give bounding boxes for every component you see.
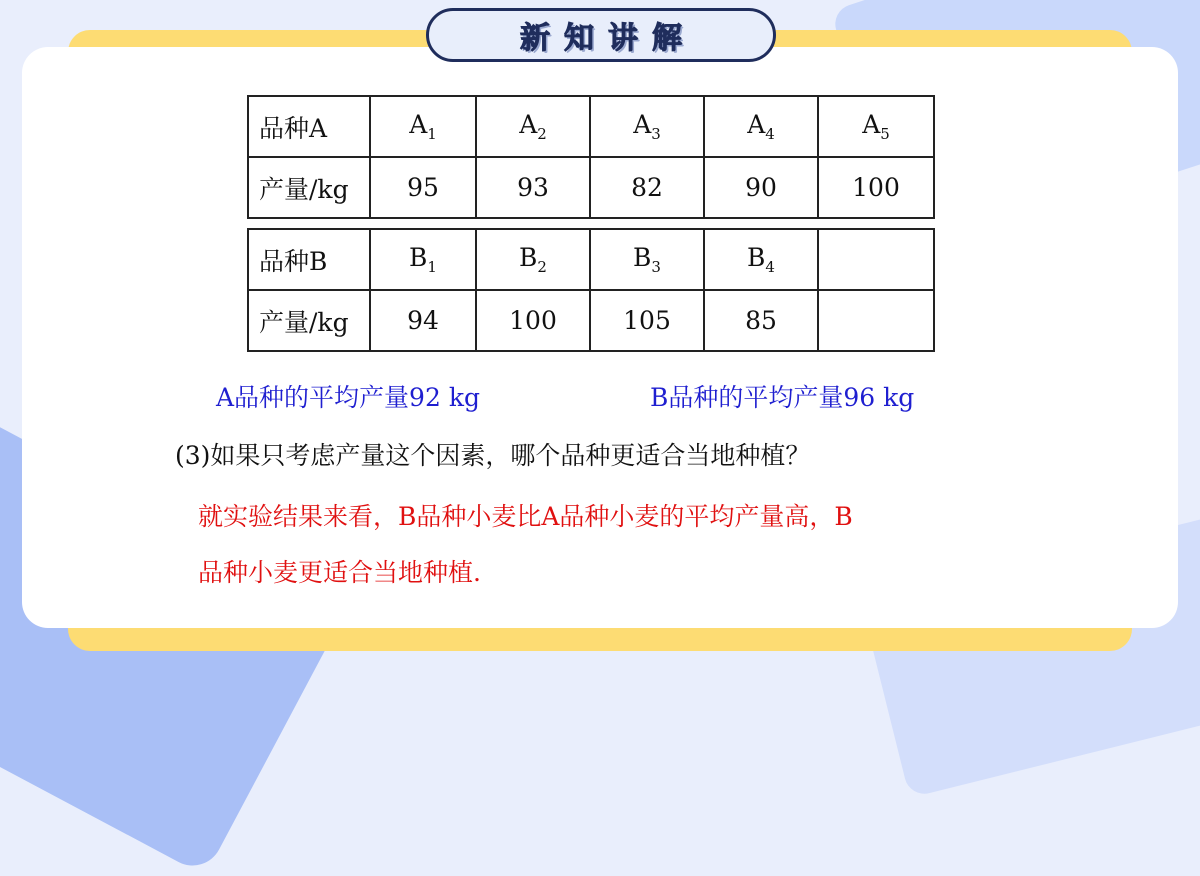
table-row xyxy=(248,290,934,351)
table-cell: $B_1$ xyxy=(370,229,476,290)
table-cell xyxy=(818,290,934,351)
table-cell: 100 xyxy=(476,290,590,351)
table-cell: $A_2$ xyxy=(476,96,590,157)
table-cell: 100 xyxy=(818,157,934,218)
table-cell: 93 xyxy=(476,157,590,218)
question-text: (3)如果只考虑产量这个因素，哪个品种更适合当地种植？ xyxy=(175,441,811,470)
table-cell: 82 xyxy=(590,157,704,218)
table-row xyxy=(248,157,934,218)
table-cell: $B_2$ xyxy=(476,229,590,290)
answer-line-2: 品种小麦更适合当地种植. xyxy=(198,558,481,587)
table-cell: 90 xyxy=(704,157,818,218)
table-cell: 105 xyxy=(590,290,704,351)
table-row xyxy=(248,229,934,290)
row-header: 产量/kg xyxy=(248,290,370,351)
variety-a-table xyxy=(247,95,935,219)
page-title: 新知讲解 xyxy=(520,21,696,56)
table-cell: $A_5$ xyxy=(818,96,934,157)
table-cell: 95 xyxy=(370,157,476,218)
table-cell: 94 xyxy=(370,290,476,351)
average-b-text: B品种的平均产量96 kg xyxy=(650,383,915,412)
table-cell: 85 xyxy=(704,290,818,351)
table-cell: $B_4$ xyxy=(704,229,818,290)
row-header: 品种A xyxy=(248,96,370,157)
table-cell xyxy=(818,229,934,290)
table-cell: $A_1$ xyxy=(370,96,476,157)
average-a-text: A品种的平均产量92 kg xyxy=(216,383,480,412)
row-header: 产量/kg xyxy=(248,157,370,218)
row-header: 品种B xyxy=(248,229,370,290)
title-pill xyxy=(426,8,776,62)
variety-b-table xyxy=(247,228,935,352)
table-cell: $A_3$ xyxy=(590,96,704,157)
answer-line-1: 就实验结果来看，B品种小麦比A品种小麦的平均产量高，B xyxy=(198,502,853,531)
table-cell: $B_3$ xyxy=(590,229,704,290)
table-cell: $A_4$ xyxy=(704,96,818,157)
table-row xyxy=(248,96,934,157)
